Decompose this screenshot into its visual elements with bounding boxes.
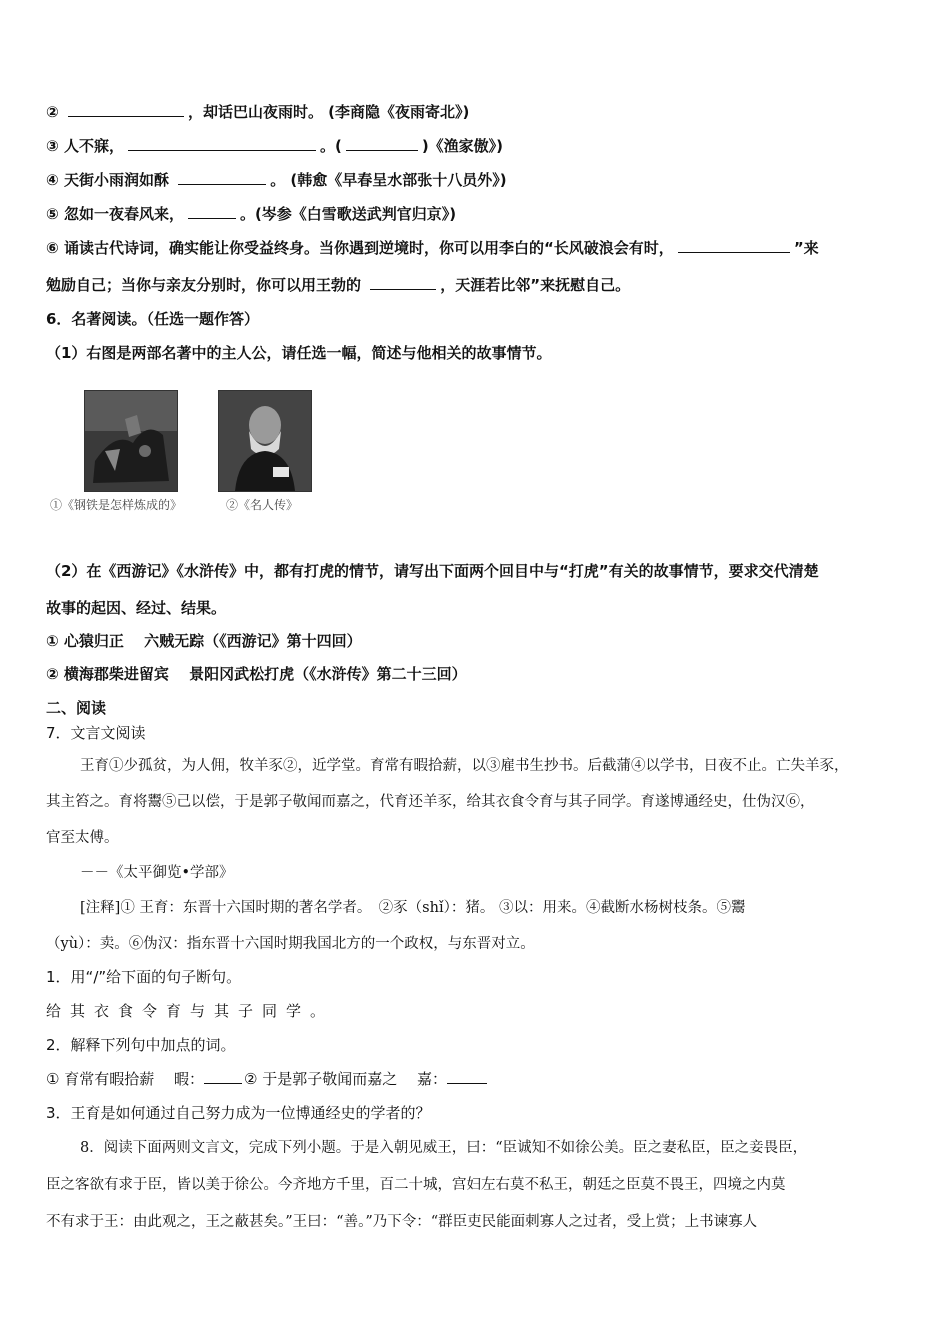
question-8-line: 不有求于王：由此观之，王之蔽甚矣。”王曰：“善。”乃下令：“群臣吏民能面刺寡人之过者，受上赏；上书谏寡人 [46,1214,758,1230]
section-title: 二、阅读 [46,699,107,717]
answer-blank[interactable] [68,102,184,117]
poem-source: ，却话巴山夜雨时。 (李商隐《夜雨寄北》) [187,103,470,121]
answer-blank[interactable] [128,136,316,151]
poem-line-6 [46,237,819,259]
poem-text: 诵读古代诗词，确实能让你受益终身。当你遇到逆境时，你可以用李白的“长风破浪会有时， [63,239,674,257]
question-6-part2: （2）在《西游记》《水浒传》中，都有打虎的情节，请写出下面两个回目中与“打虎”有关的故事情节，要求交代清楚 [46,562,819,580]
item-number: ③ [46,137,59,155]
answer-blank[interactable] [370,275,436,290]
answer-blank[interactable] [188,204,236,219]
subquestion-2: 2．解释下列句中加点的词。 [46,1036,236,1054]
caption-2: ②《名人传》 [226,498,299,512]
item-number: ⑤ [46,205,59,223]
book-figure [46,372,332,528]
question-8-line: 8．阅读下面两则文言文，完成下列小题。于是入朝见威王，曰：“臣诚知不如徐公美。臣之妻私臣，臣之妾畏臣， [80,1140,808,1156]
subquestion-1: 1．用“/”给下面的句子断句。 [46,968,242,986]
passage-line: 官至太傅。 [46,830,119,846]
poem-text: 人不寐， [63,137,124,155]
question-6-title: 6．名著阅读。（任选一题作答） [46,310,259,328]
question-7-title: 7．文言文阅读 [46,724,146,742]
poem-source: 。 (韩愈《早春呈水部张十八员外》) [270,171,507,189]
poem-text: 忽如一夜春风来， [63,205,184,223]
poem-line-3 [46,135,503,157]
poem-text: 天街小雨润如酥 [63,171,169,189]
poem-line-4 [46,169,507,191]
subquestion-1-text: 给其衣食令育与其子同学。 [46,1002,335,1020]
poem-text: ”来 [793,239,819,257]
poem-line-6-cont [46,274,630,296]
poem-text: ，天涯若比邻”来抚慰自己。 [440,276,631,294]
annotation-line: [注释]① 王育：东晋十六国时期的著名学者。 ②豕（shǐ）：猪。 ③以：用来。④截断水杨树枝条。⑤鬻 [80,900,746,916]
question-8-line: 臣之客欲有求于臣，皆以美于徐公。今齐地方千里，百二十城，宫妇左右莫不私王，朝廷之臣莫不畏王，四境之内莫 [46,1177,786,1193]
answer-blank[interactable] [346,136,418,151]
question-6-part1: （1）右图是两部名著中的主人公，请任选一幅，简述与他相关的故事情节。 [46,344,552,362]
question-6-item2: ② 横海郡柴进留宾 景阳冈武松打虎（《水浒传》第二十三回） [46,665,467,683]
item-number: ② [46,103,59,121]
poem-text: 。( [319,137,342,155]
question-6-item1: ① 心猿归正 六贼无踪（《西游记》第十四回） [46,632,362,650]
subquestion-3: 3．王育是如何通过自己努力成为一位博通经史的学者的？ [46,1104,431,1122]
poem-source: 。(岑参《白雪歌送武判官归京》) [239,205,457,223]
caption-1: ①《钢铁是怎样炼成的》 [50,498,183,512]
poem-line-5 [46,203,456,225]
subquestion-2-items [46,1068,487,1090]
answer-blank[interactable] [447,1069,487,1084]
passage-line: 王育①少孤贫，为人佣，牧羊豕②，近学堂。育常有暇拾薪，以③雇书生抄书。后截蒲④以学书，日夜不止。亡失羊豕， [80,758,849,774]
item-text: ② 于是郭子敬闻而嘉之 嘉： [243,1070,447,1088]
item-text: ① 育常有暇拾薪 暇： [46,1070,204,1088]
poem-text: 勉励自己；当你与亲友分别时，你可以用王勃的 [46,276,362,294]
poem-line-2 [46,101,469,123]
poem-source: )《渔家傲》) [421,137,504,155]
question-6-part2-cont: 故事的起因、经过、结果。 [46,599,227,617]
photo-portrait [218,390,312,492]
item-number: ⑥ [46,239,59,257]
passage-line: 其主笞之。育将鬻⑤己以偿，于是郭子敬闻而嘉之，代育还羊豕，给其衣食令育与其子同学。育遂博通经史，仕伪汉⑥， [46,794,815,810]
passage-source: －－《太平御览•学部》 [80,865,234,881]
photo-hero-on-horse [84,390,178,492]
item-number: ④ [46,171,59,189]
answer-blank[interactable] [678,238,790,253]
annotation-line: （yù）：卖。⑥伪汉：指东晋十六国时期我国北方的一个政权，与东晋对立。 [46,936,535,952]
answer-blank[interactable] [204,1069,242,1084]
answer-blank[interactable] [178,170,266,185]
